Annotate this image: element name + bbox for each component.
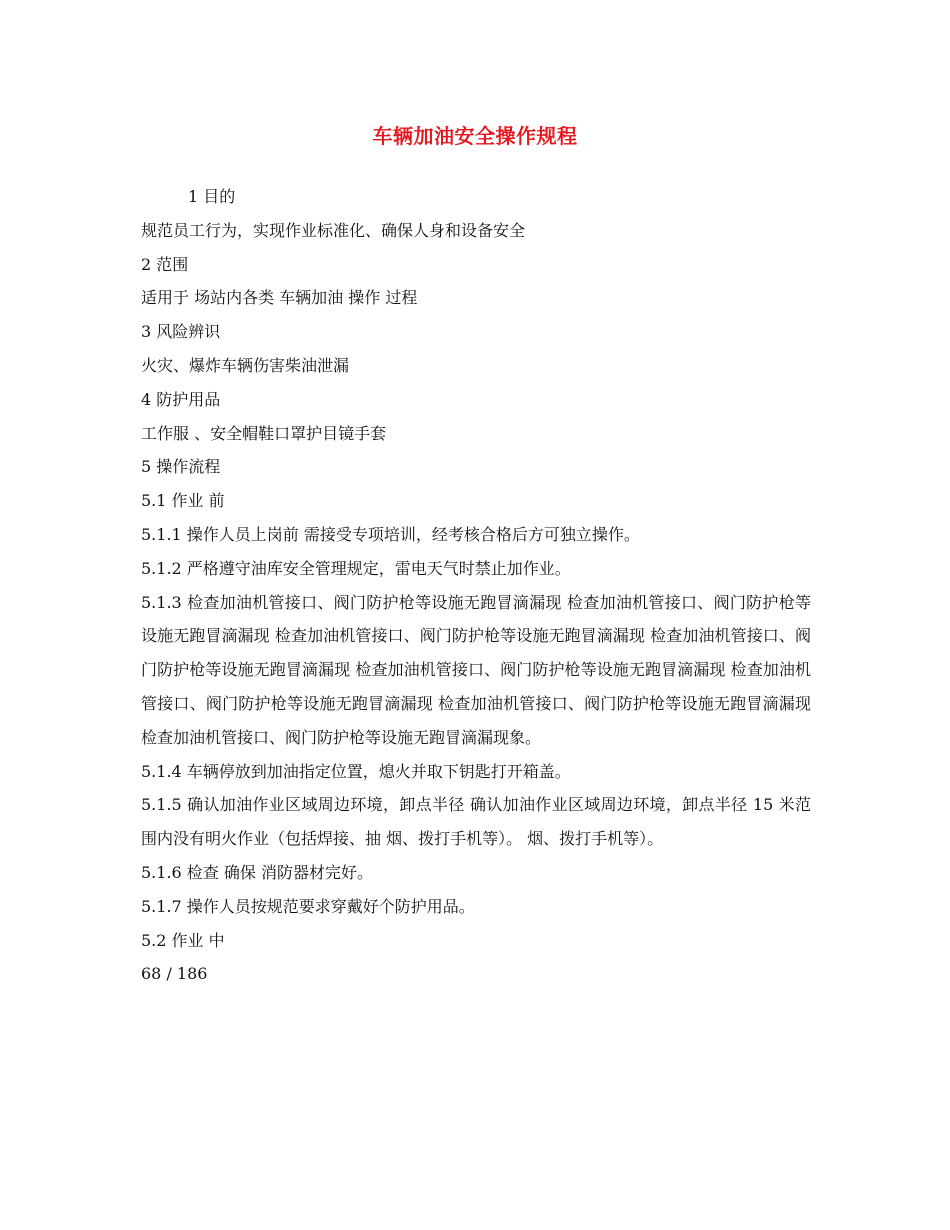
paragraph: 5.1.2 严格遵守油库安全管理规定，雷电天气时禁止加作业。 <box>141 558 571 578</box>
document-body <box>141 180 817 991</box>
subsection-heading: 5.2 作业 中 <box>141 930 225 950</box>
paragraph: 5.1.4 车辆停放到加油指定位置，熄火并取下钥匙打开箱盖。 <box>141 761 571 781</box>
paragraph: 火灾、爆炸车辆伤害柴油泄漏 <box>141 355 350 375</box>
section-heading: 5 操作流程 <box>141 457 221 477</box>
section-heading: 2 范围 <box>141 254 189 274</box>
paragraph: 5.1.3 检查加油机管接口、阀门防护枪等设施无跑冒滴漏现 检查加油机管接口、阀门防护枪等设施无跑冒滴漏现 检查加油机管接口、阀门防护枪等设施无跑冒滴漏现 检查加油机管接口、阀门防护枪等设施无跑冒滴漏现 检查加油机管接口、阀门防护枪等设施无跑冒滴漏现 检查加油机管接口、阀门防护枪等设施无跑冒滴漏现 检查加油机管接口、阀门防护枪等设施无跑冒滴漏现 检查加油机管接口、阀门防护枪等设施无跑冒滴漏现象。 <box>141 592 817 747</box>
document-title: 车辆加油安全操作规程 <box>372 124 578 148</box>
paragraph: 规范员工行为，实现作业标准化、确保人身和设备安全 <box>141 220 526 240</box>
paragraph: 5.1.6 检查 确保 消防器材完好。 <box>141 862 373 882</box>
subsection-heading: 5.1 作业 前 <box>141 491 225 511</box>
paragraph: 5.1.5 确认加油作业区域周边环境，卸点半径 确认加油作业区域周边环境，卸点半径 15 米范围内没有明火作业（包括焊接、抽 烟、拨打手机等）。 烟、拨打手机等）。 <box>141 795 811 849</box>
paragraph: 工作服 、安全帽鞋口罩护目镜手套 <box>141 423 387 443</box>
paragraph: 5.1.1 操作人员上岗前 需接受专项培训，经考核合格后方可独立操作。 <box>141 524 640 544</box>
page-number: 68 / 186 <box>141 964 208 984</box>
section-heading: 4 防护用品 <box>141 389 221 409</box>
section-heading: 1 目的 <box>188 187 236 206</box>
paragraph: 5.1.7 操作人员按规范要求穿戴好个防护用品。 <box>141 896 475 916</box>
paragraph: 适用于 场站内各类 车辆加油 操作 过程 <box>141 288 418 308</box>
section-heading: 3 风险辨识 <box>141 322 221 342</box>
